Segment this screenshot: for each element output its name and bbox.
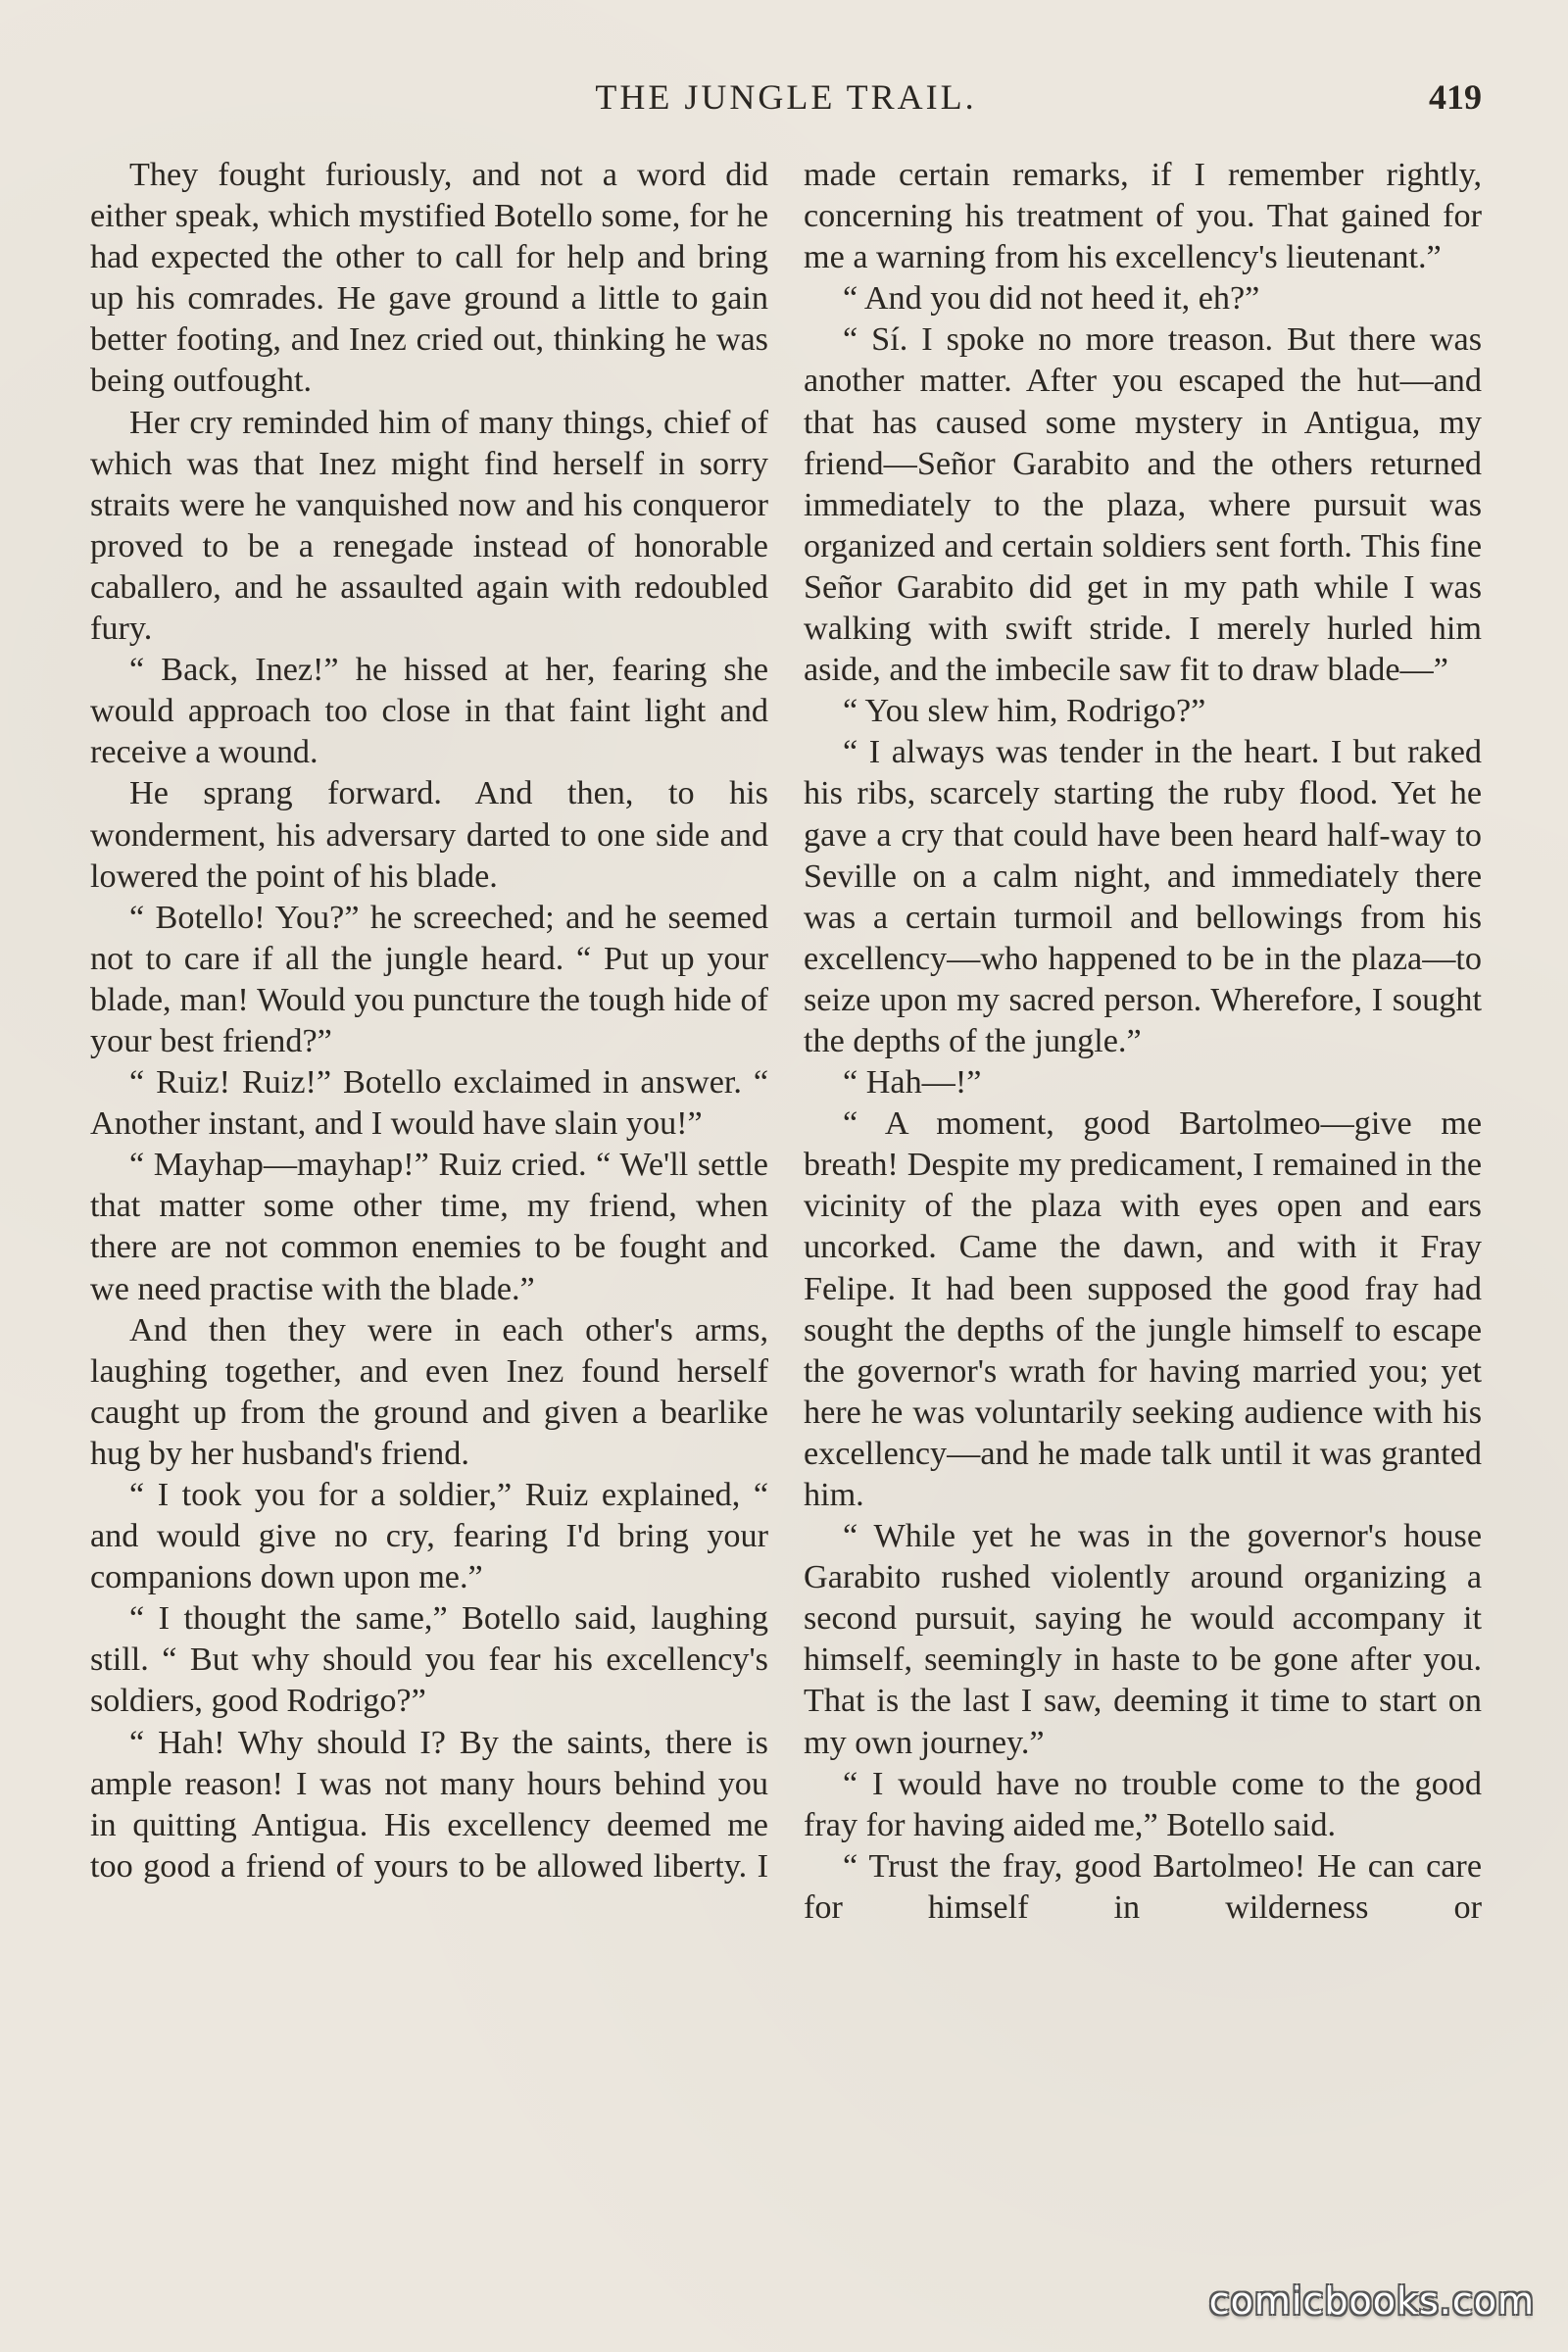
paragraph: “ Back, Inez!” he hissed at her, fearing she would approach too close in that faint light and receive a wound. xyxy=(90,652,768,771)
paragraph: He sprang forward. And then, to his wonderment, his adversary darted to one side and lowered the point of his blade. xyxy=(90,775,768,895)
paragraph: “ Mayhap—mayhap!” Ruiz cried. “ We'll settle that matter some other time, my friend, when there are not common enemies to be fought and we need practise with the blade.” xyxy=(90,1147,768,1307)
watermark-logo: comicbooks.com xyxy=(1208,2279,1535,2323)
running-title: THE JUNGLE TRAIL. xyxy=(595,77,977,117)
paragraph: “ Botello! You?” he screeched; and he seemed not to care if all the jungle heard. “ Put up your blade, man! Would you puncture the tough hide of your best friend?” xyxy=(90,899,768,1059)
paragraph: “ You slew him, Rodrigo?” xyxy=(843,693,1206,730)
right-column xyxy=(804,155,1482,1929)
running-head xyxy=(90,76,1482,125)
paragraph: “ And you did not heed it, eh?” xyxy=(843,280,1260,318)
paragraph: “ A moment, good Bartolmeo—give me breath! Despite my predicament, I remained in the vicinity of the plaza with eyes open and ears uncorked. Came the dawn, and with it Fray Felipe. It had been supposed the good fray had sought the depths of the jungle himself to escape the governor's wrath for having married you; yet here he was voluntarily seeking audience with his excellency—and he made talk until it was granted him. xyxy=(804,1105,1482,1513)
paragraph: They fought furiously, and not a word did either speak, which mystified Botello some, for he had expected the other to call for help and bring up his comrades. He gave ground a little to gain better footing, and Inez cried out, thinking he was being outfought. xyxy=(90,157,768,400)
paragraph-continues: “ Hah! Why should I? By the saints, there is ample reason! I was not many hours behind you in quitting Antigua. His excellency deemed me too good a friend of yours to be allowed liberty. I xyxy=(90,1724,768,1885)
paragraph-continues: “ Trust the fray, good Bartolmeo! He can care for himself in wilderness or xyxy=(804,1847,1482,1926)
paragraph: “ I thought the same,” Botello said, laughing still. “ But why should you fear his excellency's soldiers, good Rodrigo?” xyxy=(90,1600,768,1720)
paragraph: “ I took you for a soldier,” Ruiz explained, “ and would give no cry, fearing I'd bring your companions down upon me.” xyxy=(90,1477,768,1596)
paragraph: “ Ruiz! Ruiz!” Botello exclaimed in answer. “ Another instant, and I would have slain you!” xyxy=(90,1064,768,1143)
paragraph: And then they were in each other's arms, laughing together, and even Inez found herself caught up from the ground and given a bearlike hug by her husband's friend. xyxy=(90,1311,768,1472)
paragraph: “ Sí. I spoke no more treason. But there was another matter. After you escaped the hut—and that has caused some mystery in Antigua, my friend—Señor Garabito and the others returned immediately to the plaza, where pursuit was organized and certain soldiers sent forth. This fine Señor Garabito did get in my path while I was walking with swift stride. I merely hurled him aside, and the imbecile saw fit to draw blade—” xyxy=(804,321,1482,689)
paragraph: “ I always was tender in the heart. I but raked his ribs, scarcely starting the ruby flood. Yet he gave a cry that could have been heard half-way to Seville on a calm night, and immediately there was a certain turmoil and bellowings from his excellency—who happened to be in the plaza—to seize upon my sacred person. Wherefore, I sought the depths of the jungle.” xyxy=(804,734,1482,1059)
paragraph: “ Hah—!” xyxy=(843,1064,982,1102)
paragraph-continuation: made certain remarks, if I remember rightly, concerning his treatment of you. That gained for me a warning from his excellency's lieutenant.” xyxy=(804,157,1482,276)
page-number: 419 xyxy=(1429,77,1482,117)
paragraph: “ While yet he was in the governor's house Garabito rushed violently around organizing a second pursuit, saying he would accompany it himself, seemingly in haste to be gone after you. That is the last I saw, deeming it time to start on my own journey.” xyxy=(804,1518,1482,1761)
left-column xyxy=(90,155,768,1887)
paragraph: “ I would have no trouble come to the good fray for having aided me,” Botello said. xyxy=(804,1765,1482,1843)
paragraph: Her cry reminded him of many things, chief of which was that Inez might find herself in sorry straits were he vanquished now and his conqueror proved to be a renegade instead of honorable caballero, and he assaulted again with redoubled fury. xyxy=(90,404,768,648)
